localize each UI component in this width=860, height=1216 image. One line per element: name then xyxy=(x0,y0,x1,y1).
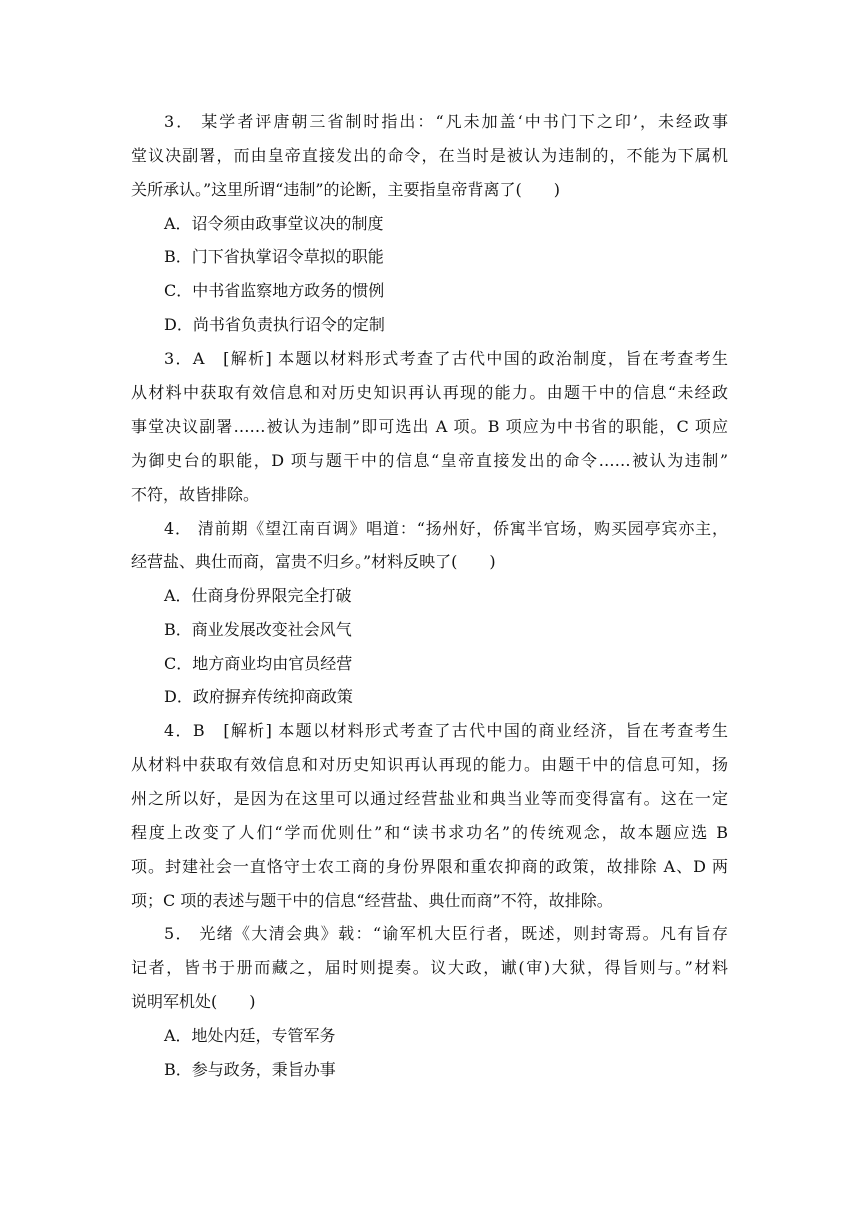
question-5-stem-line-2: 记者，皆书于册而藏之，届时则提奏。议大政，谳(审)大狱，得旨则与。”材料 xyxy=(131,958,728,977)
question-4-analysis-line-3: 州之所以好，是因为在这里可以通过经营盐业和典当业等而变得富有。这在一定 xyxy=(131,789,728,808)
question-3-option-c: C．中书省监察地方政务的惯例 xyxy=(164,281,385,300)
question-4-option-d: D．政府摒弃传统抑商政策 xyxy=(164,687,353,706)
question-3-analysis-line-1: 3．A [解析] 本题以材料形式考查了古代中国的政治制度，旨在考查考生 xyxy=(164,349,728,368)
question-4-analysis-line-1: 4．B [解析] 本题以材料形式考查了古代中国的商业经济，旨在考查考生 xyxy=(164,721,728,740)
question-4-analysis-line-6: 项；C 项的表述与题干中的信息“经营盐、典仕而商”不符，故排除。 xyxy=(131,891,613,910)
question-3-stem-line-1: 3． 某学者评唐朝三省制时指出：“凡未加盖‘中书门下之印’，未经政事 xyxy=(164,112,728,131)
question-3-stem-line-2: 堂议决副署，而由皇帝直接发出的命令，在当时是被认为违制的，不能为下属机 xyxy=(131,146,728,165)
question-3-option-a: A．诏令须由政事堂议决的制度 xyxy=(164,214,384,233)
question-5-option-b: B．参与政务，秉旨办事 xyxy=(164,1060,336,1079)
question-3-analysis-line-5: 不符，故皆排除。 xyxy=(131,485,260,504)
question-4-analysis-line-4: 程度上改变了人们“学而优则仕”和“读书求功名”的传统观念，故本题应选 B xyxy=(131,823,728,842)
question-3-analysis-line-2: 从材料中获取有效信息和对历史知识再认再现的能力。由题干中的信息“未经政 xyxy=(131,383,728,402)
question-4-stem-line-1: 4． 清前期《望江南百调》唱道：“扬州好，侨寓半官场，购买园亭宾亦主， xyxy=(164,519,728,538)
question-3-analysis-line-3: 事堂决议副署……被认为违制”即可选出 A 项。B 项应为中书省的职能，C 项应 xyxy=(131,417,728,436)
question-3-option-d: D．尚书省负责执行诏令的定制 xyxy=(164,315,385,334)
question-4-stem-line-2: 经营盐、典仕而商，富贵不归乡。”材料反映了( ) xyxy=(131,552,496,571)
question-3-stem-line-3: 关所承认。”这里所谓“违制”的论断，主要指皇帝背离了( ) xyxy=(131,180,561,199)
question-4-option-c: C．地方商业均由官员经营 xyxy=(164,654,353,673)
question-4-option-b: B．商业发展改变社会风气 xyxy=(164,620,352,639)
question-3-option-b: B．门下省执掌诏令草拟的职能 xyxy=(164,247,384,266)
question-3-analysis-line-4: 为御史台的职能，D 项与题干中的信息“皇帝直接发出的命令……被认为违制” xyxy=(131,451,728,470)
question-5-stem-line-3: 说明军机处( ) xyxy=(131,992,256,1011)
question-4-analysis-line-2: 从材料中获取有效信息和对历史知识再认再现的能力。由题干中的信息可知，扬 xyxy=(131,755,728,774)
question-5-stem-line-1: 5． 光绪《大清会典》载：“谕军机大臣行者，既述，则封寄焉。凡有旨存 xyxy=(164,924,728,943)
question-4-analysis-line-5: 项。封建社会一直恪守士农工商的身份界限和重农抑商的政策，故排除 A、D 两 xyxy=(131,857,728,876)
question-4-option-a: A．仕商身份界限完全打破 xyxy=(164,586,352,605)
question-5-option-a: A．地处内廷，专管军务 xyxy=(164,1026,336,1045)
